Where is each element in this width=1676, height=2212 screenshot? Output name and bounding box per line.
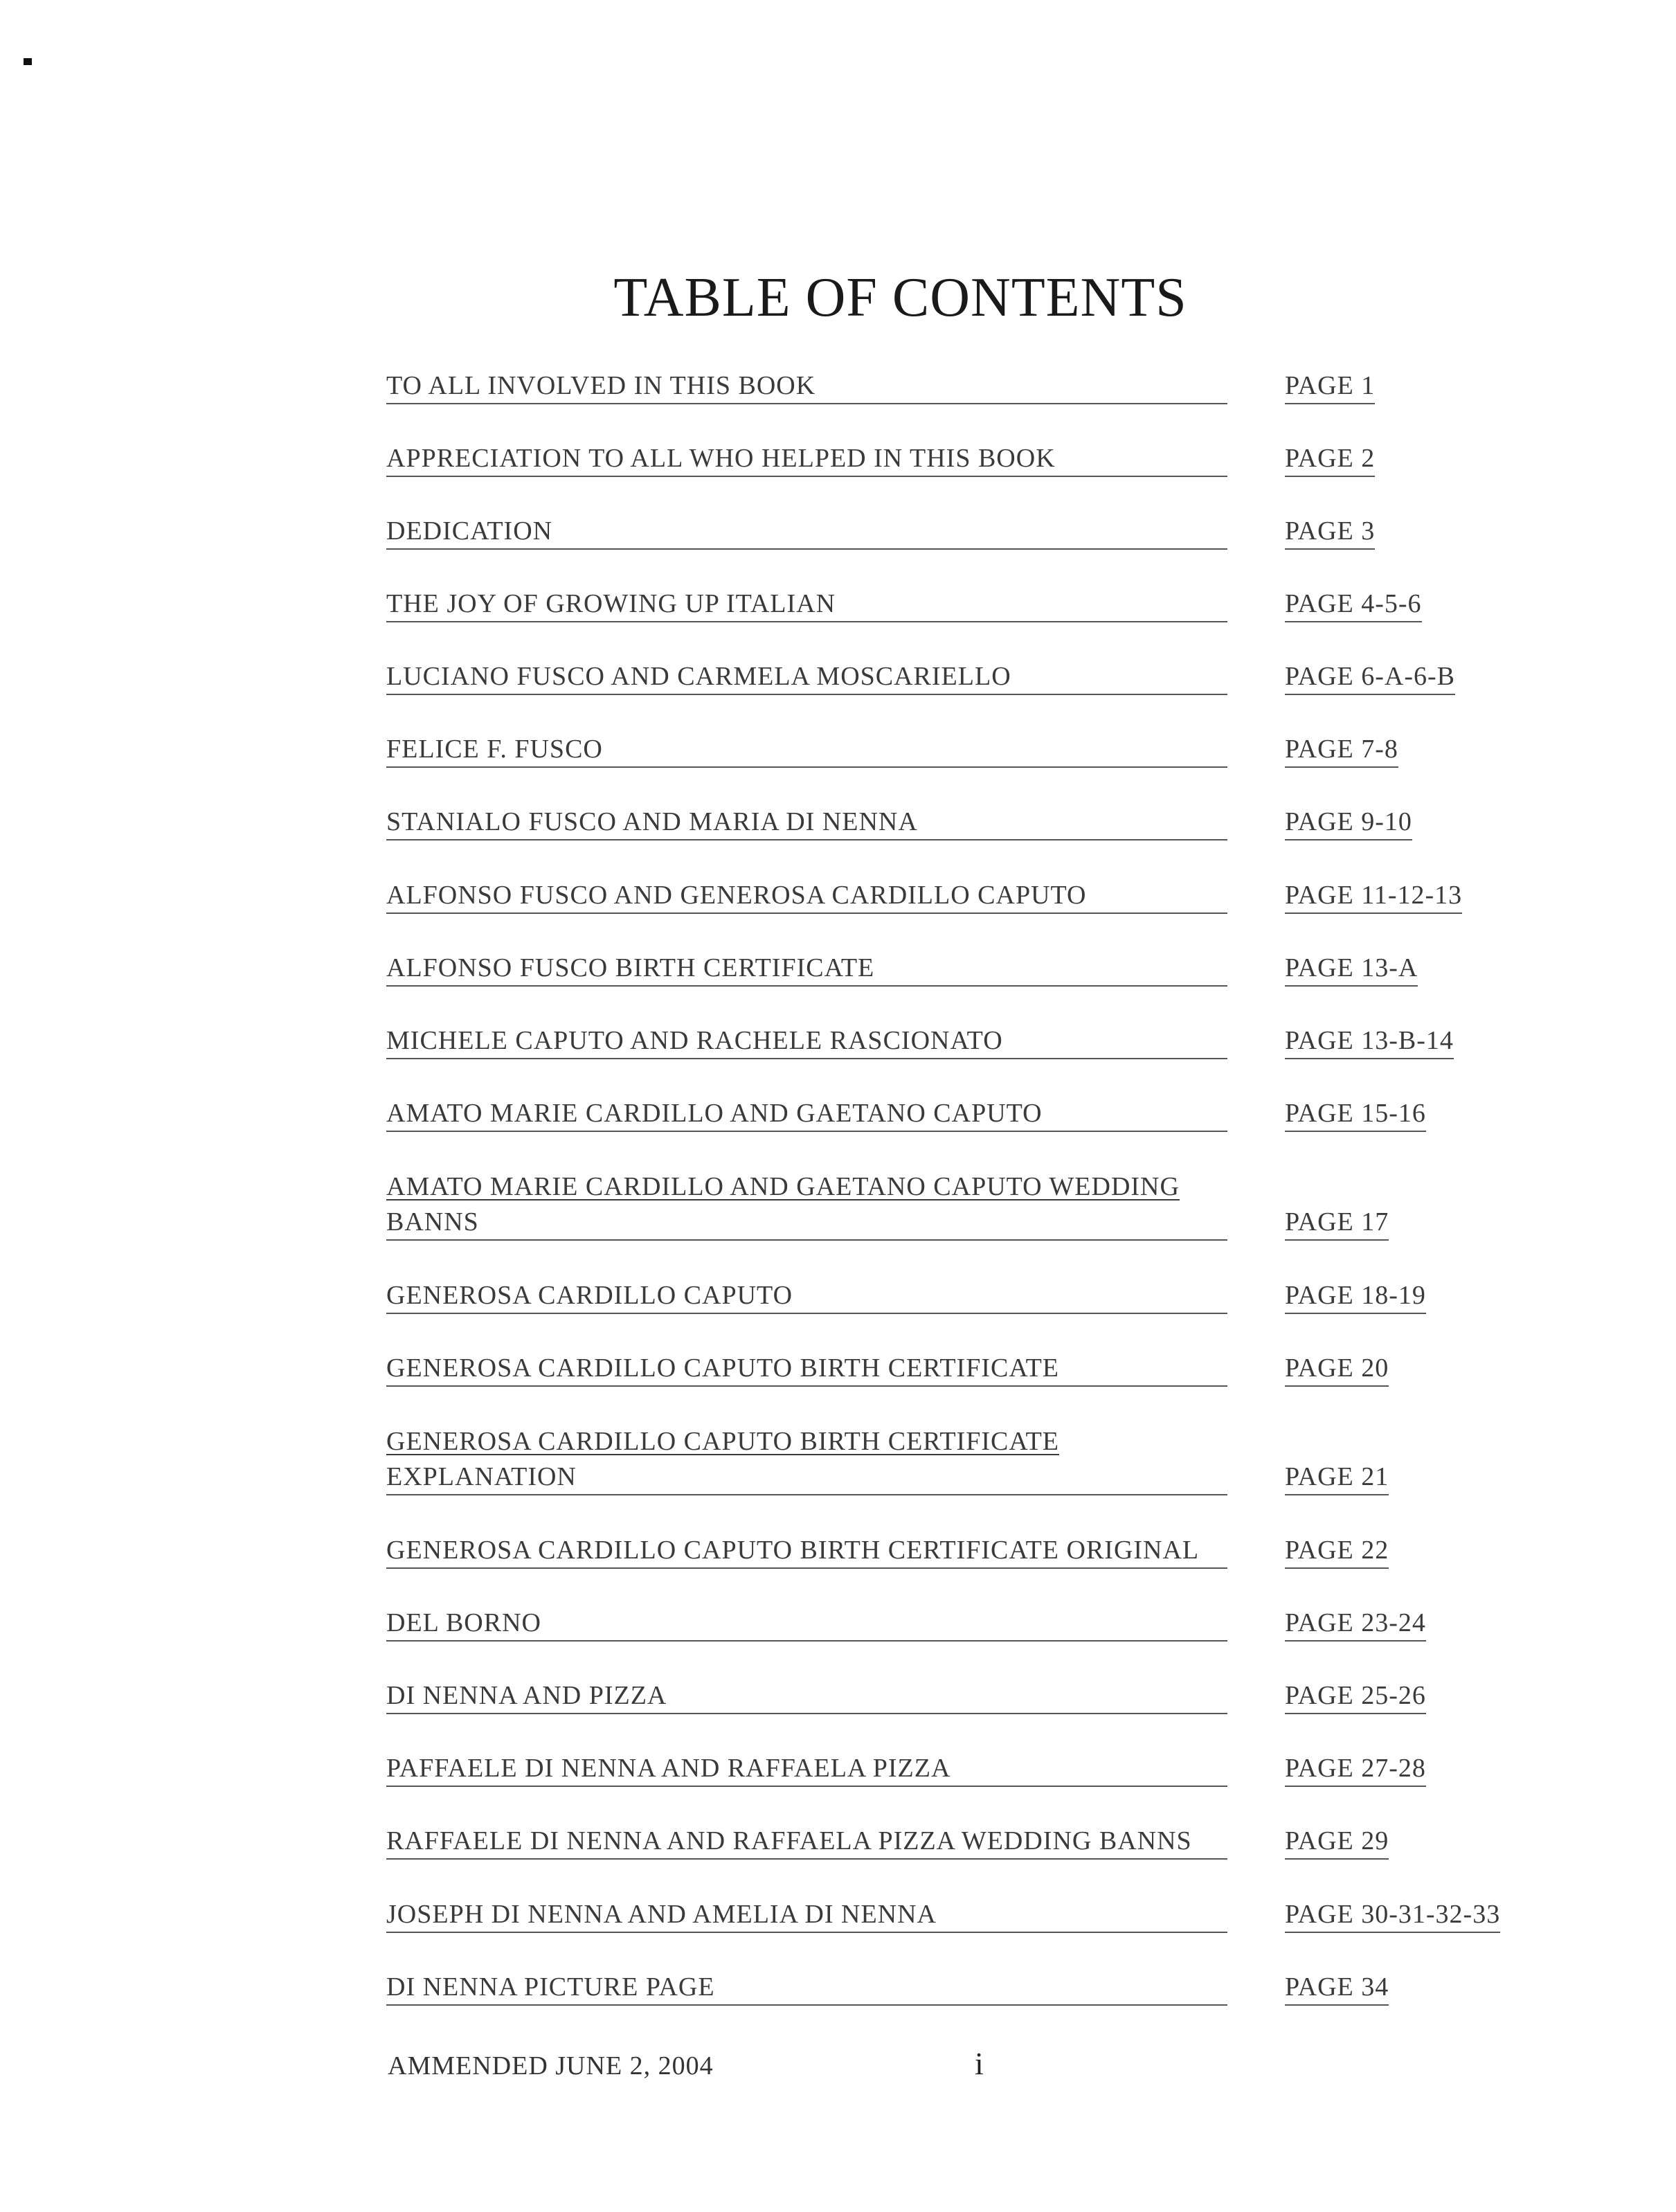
page-number: i <box>975 2046 984 2081</box>
toc-entry-page: PAGE 11-12-13 <box>1285 878 1462 914</box>
toc-entry[interactable] <box>386 1096 1563 1132</box>
toc-entry-title: DI NENNA PICTURE PAGE <box>386 1970 1227 2006</box>
toc-entry-page: PAGE 18-19 <box>1285 1278 1426 1314</box>
toc-entry-title: STANIALO FUSCO AND MARIA DI NENNA <box>386 804 1227 840</box>
toc-entry-page: PAGE 13-B-14 <box>1285 1023 1454 1059</box>
toc-entry-page: PAGE 2 <box>1285 441 1375 477</box>
toc-entry[interactable] <box>386 1169 1563 1241</box>
toc-entry-title: BANNS <box>386 1205 1227 1241</box>
toc-entry-title: ALFONSO FUSCO AND GENEROSA CARDILLO CAPUTO <box>386 878 1227 914</box>
toc-entry-title-line1: AMATO MARIE CARDILLO AND GAETANO CAPUTO WEDDING <box>386 1172 1180 1201</box>
toc-entry[interactable] <box>386 1824 1563 1860</box>
toc-entry-title: LUCIANO FUSCO AND CARMELA MOSCARIELLO <box>386 659 1227 695</box>
toc-entry-title: AMATO MARIE CARDILLO AND GAETANO CAPUTO <box>386 1096 1227 1132</box>
toc-entry[interactable] <box>386 1423 1563 1495</box>
toc-entry-page: PAGE 3 <box>1285 514 1375 550</box>
toc-entry-page: PAGE 25-26 <box>1285 1678 1426 1714</box>
toc-entry-title: MICHELE CAPUTO AND RACHELE RASCIONATO <box>386 1023 1227 1059</box>
toc-entry[interactable] <box>386 1606 1563 1642</box>
toc-entry[interactable] <box>386 659 1563 695</box>
toc-entry-page: PAGE 15-16 <box>1285 1096 1426 1132</box>
toc-entry[interactable] <box>386 1533 1563 1569</box>
toc-entry-title-line1: GENEROSA CARDILLO CAPUTO BIRTH CERTIFICATE <box>386 1427 1059 1456</box>
toc-entry-page: PAGE 7-8 <box>1285 732 1398 768</box>
toc-entry-page: PAGE 27-28 <box>1285 1751 1426 1787</box>
toc-entry[interactable] <box>386 1678 1563 1714</box>
toc-entry[interactable] <box>386 514 1563 550</box>
toc-entry[interactable] <box>386 951 1563 987</box>
page-title: TABLE OF CONTENTS <box>613 267 1187 328</box>
toc-entry[interactable] <box>386 1278 1563 1314</box>
toc-entry-page: PAGE 17 <box>1285 1205 1389 1241</box>
toc-entry[interactable] <box>386 368 1563 404</box>
toc-entry[interactable] <box>386 1023 1563 1059</box>
toc-entry-page: PAGE 1 <box>1285 368 1375 404</box>
toc-entry-title: DEL BORNO <box>386 1606 1227 1642</box>
toc-entry-title: GENEROSA CARDILLO CAPUTO BIRTH CERTIFICATE <box>386 1351 1227 1387</box>
toc-entry-title: GENEROSA CARDILLO CAPUTO BIRTH CERTIFICATE ORIGINAL <box>386 1533 1227 1569</box>
toc-entry-page: PAGE 4-5-6 <box>1285 586 1422 622</box>
toc-entry-title: JOSEPH DI NENNA AND AMELIA DI NENNA <box>386 1897 1227 1933</box>
toc-entry-title: DEDICATION <box>386 514 1227 550</box>
toc-entry[interactable] <box>386 1897 1563 1933</box>
toc-entry-page: PAGE 34 <box>1285 1970 1389 2006</box>
toc-entry-page: PAGE 22 <box>1285 1533 1389 1569</box>
toc-entry[interactable] <box>386 1751 1563 1787</box>
toc-entry-page: PAGE 20 <box>1285 1351 1389 1387</box>
toc-entry-title: GENEROSA CARDILLO CAPUTO <box>386 1278 1227 1314</box>
scan-speck <box>24 58 32 65</box>
toc-entry-title: PAFFAELE DI NENNA AND RAFFAELA PIZZA <box>386 1751 1227 1787</box>
toc-entry-title: FELICE F. FUSCO <box>386 732 1227 768</box>
amended-date: AMMENDED JUNE 2, 2004 <box>388 2051 714 2080</box>
toc-entry-title: DI NENNA AND PIZZA <box>386 1678 1227 1714</box>
toc-entry[interactable] <box>386 804 1563 840</box>
toc-entry-page: PAGE 30-31-32-33 <box>1285 1897 1500 1933</box>
toc-entry[interactable] <box>386 1351 1563 1387</box>
toc-entry-page: PAGE 13-A <box>1285 951 1418 987</box>
toc-entry-title: TO ALL INVOLVED IN THIS BOOK <box>386 368 1227 404</box>
toc-entry[interactable] <box>386 441 1563 477</box>
toc-entry-title: APPRECIATION TO ALL WHO HELPED IN THIS BOOK <box>386 441 1227 477</box>
toc-entry[interactable] <box>386 586 1563 622</box>
toc-entry-page: PAGE 29 <box>1285 1824 1389 1860</box>
toc-entry-title: RAFFAELE DI NENNA AND RAFFAELA PIZZA WEDDING BANNS <box>386 1824 1227 1860</box>
toc-entry-page: PAGE 23-24 <box>1285 1606 1426 1642</box>
toc-entry-title: ALFONSO FUSCO BIRTH CERTIFICATE <box>386 951 1227 987</box>
toc-entry-title: EXPLANATION <box>386 1459 1227 1495</box>
toc-entry[interactable] <box>386 732 1563 768</box>
toc-entry[interactable] <box>386 1970 1563 2006</box>
toc-entry-page: PAGE 6-A-6-B <box>1285 659 1455 695</box>
toc-entry-page: PAGE 9-10 <box>1285 804 1412 840</box>
toc-entry-title: THE JOY OF GROWING UP ITALIAN <box>386 586 1227 622</box>
toc-entry[interactable] <box>386 878 1563 914</box>
toc-entry-page: PAGE 21 <box>1285 1459 1389 1495</box>
